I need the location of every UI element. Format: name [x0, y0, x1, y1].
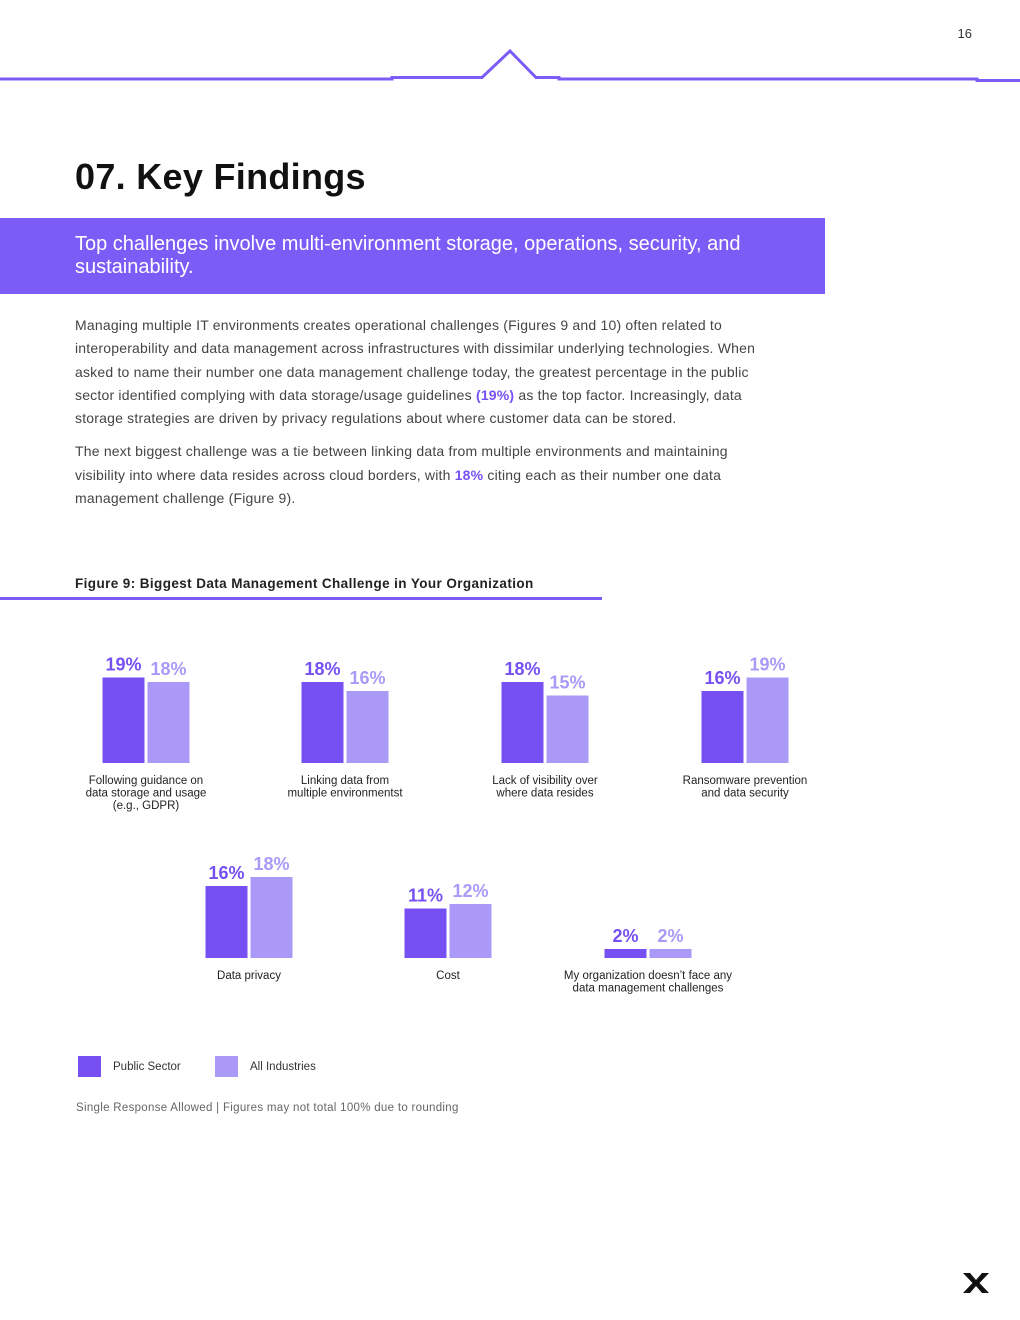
legend-label-all-industries: All Industries [250, 1060, 316, 1073]
category-label-1: Linking data from [300, 775, 390, 787]
bar-public-sector-4 [206, 886, 248, 958]
data-label-public-sector-0: 19% [105, 654, 142, 675]
bar-public-sector-2 [502, 682, 544, 763]
data-label-all-industries-3: 19% [749, 654, 786, 675]
category-label-2: Lack of visibility over [492, 775, 598, 787]
legend-swatch-all-industries [215, 1056, 238, 1077]
bar-all-industries-4 [251, 877, 293, 958]
data-label-public-sector-3: 16% [704, 668, 741, 688]
category-label-3: and data security [701, 787, 789, 800]
data-label-public-sector-2: 18% [504, 659, 541, 679]
category-label-0: Following guidance on [88, 775, 204, 787]
bar-public-sector-6 [605, 949, 647, 958]
bar-all-industries-1 [347, 691, 389, 763]
paragraph-2-text-b: citing each as their number one data management challenge (Figure 9). [75, 466, 722, 507]
paragraph-2-text-a: The next biggest challenge was a tie between linking data from multiple environments and maintaining visibility into where data resides across cloud borders, with [75, 443, 728, 483]
category-label-5: Cost [436, 970, 460, 982]
paragraph-1 [75, 314, 765, 430]
bar-chart [0, 600, 1020, 1020]
paragraph-2-highlight: 18% [454, 466, 484, 483]
banner-text: Top challenges involve multi-environment storage, operations, security, and sustainability. [75, 233, 741, 278]
category-label-6: My organization doesn’t face any [563, 970, 733, 982]
bar-public-sector-3 [702, 691, 744, 763]
data-label-all-industries-4: 18% [253, 854, 290, 874]
legend-item-all-industries [215, 1056, 316, 1077]
bar-public-sector-1 [302, 682, 344, 763]
page-title: 07. Key Findings [75, 156, 366, 197]
category-label-3: Ransomware prevention [682, 775, 808, 787]
data-label-public-sector-5: 11% [407, 885, 444, 906]
paragraph-1-text-a: Managing multiple IT environments creates operational challenges (Figures 9 and 10) often related to interoperability and data management across infrastructures with dissimilar underlying technologies. When asked to name their number one data management challenge today, the greatest percentage in the public sector identified complying with data storage/usage guidelines [75, 317, 756, 403]
data-label-public-sector-1: 18% [304, 659, 341, 679]
figure-footnote: Single Response Allowed | Figures may not total 100% due to rounding [76, 1102, 459, 1114]
bar-all-industries-5 [450, 904, 492, 958]
category-label-0: (e.g., GDPR) [112, 800, 180, 812]
bar-all-industries-2 [547, 696, 589, 764]
legend-label-public-sector: Public Sector [113, 1060, 181, 1073]
data-label-all-industries-1: 16% [349, 668, 386, 688]
data-label-all-industries-2: 15% [549, 672, 586, 693]
paragraph-1-highlight: (19%) [475, 386, 515, 403]
bar-all-industries-6 [650, 949, 692, 958]
category-label-1: multiple environmentst [287, 787, 403, 800]
paragraph-1-text-b: as the top factor. Increasingly, data storage strategies are driven by privacy regulations about where customer data can be stored. [75, 386, 742, 427]
category-label-6: data management challenges [572, 982, 724, 995]
legend-swatch-public-sector [78, 1056, 101, 1077]
bar-public-sector-5 [405, 909, 447, 959]
category-label-4: Data privacy [217, 970, 281, 982]
bar-public-sector-0 [103, 678, 145, 764]
data-label-all-industries-5: 12% [452, 881, 489, 901]
data-label-all-industries-0: 18% [150, 659, 187, 679]
page-number: 16 [957, 26, 972, 41]
paragraph-2 [75, 440, 765, 510]
data-label-public-sector-4: 16% [208, 863, 245, 883]
category-label-0: data storage and usage [85, 787, 207, 800]
body-text [75, 314, 765, 520]
data-label-public-sector-6: 2% [612, 926, 639, 946]
legend-item-public-sector [78, 1056, 181, 1077]
data-label-all-industries-6: 2% [657, 926, 684, 946]
bar-all-industries-0 [148, 682, 190, 763]
figure-title: Figure 9: Biggest Data Management Challenge in Your Organization [75, 576, 534, 591]
bar-all-industries-3 [747, 678, 789, 764]
x-logo-icon [961, 1272, 991, 1294]
section-banner [0, 218, 825, 294]
header-chevron-line [0, 40, 1020, 90]
category-label-2: where data resides [496, 787, 594, 800]
